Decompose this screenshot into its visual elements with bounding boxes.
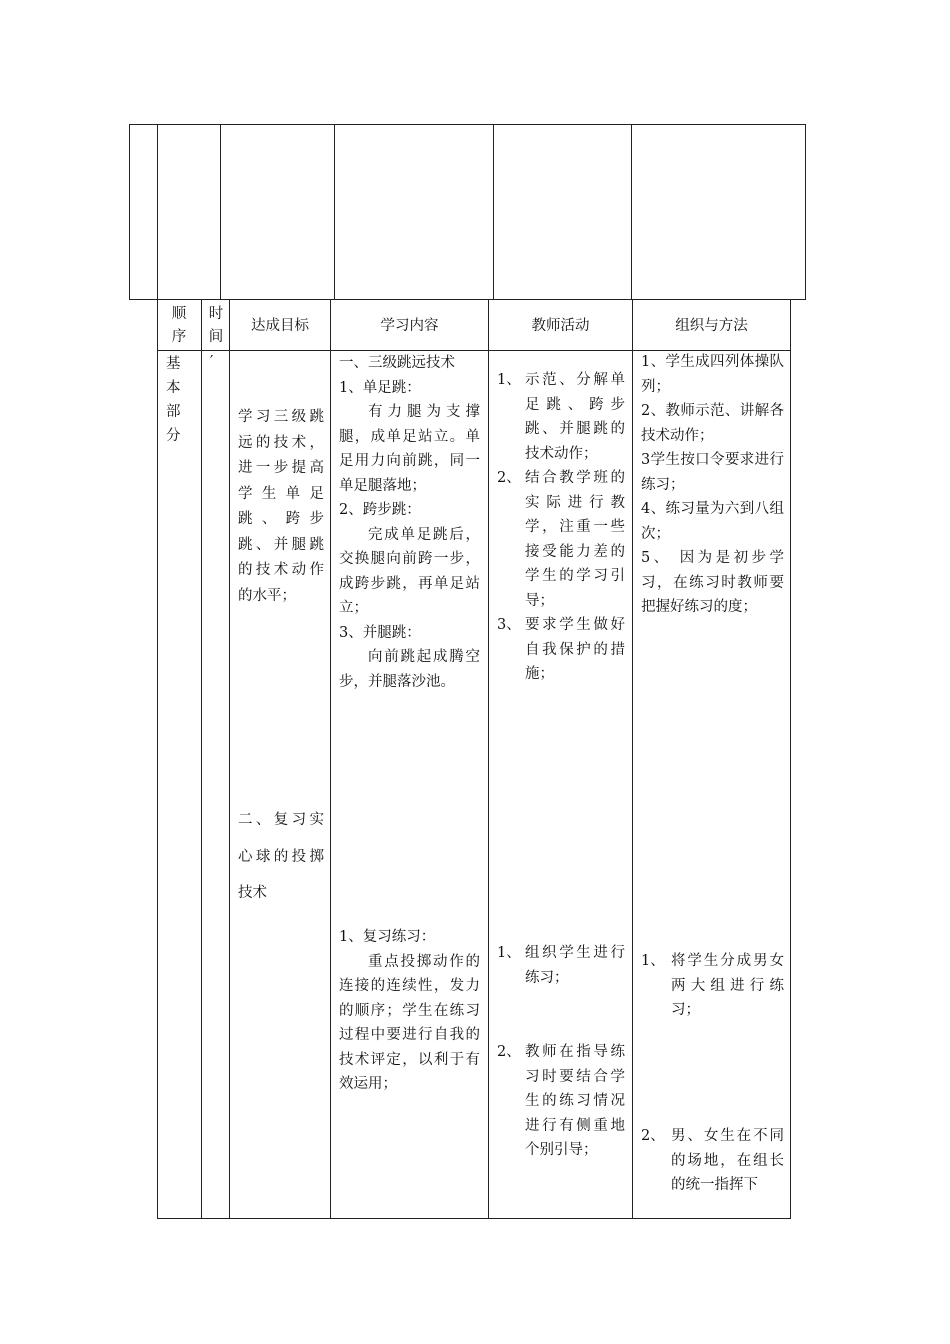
- table-bottom-border: [157, 1218, 791, 1219]
- content-sub-title: 3、并腿跳：: [339, 624, 421, 641]
- upper-col-line: [493, 124, 494, 300]
- teacher-list-1: [497, 368, 625, 687]
- table-col-line: [330, 299, 331, 1219]
- list-item: 2、 结合教学班的实际进行教学，注重一些接受能力差的学生的学习引导；: [497, 470, 625, 609]
- header-content: 学习内容: [380, 318, 439, 334]
- upper-col-line: [334, 124, 335, 300]
- table-col-line: [201, 299, 202, 1219]
- content-title: 一、三级跳远技术: [339, 355, 455, 371]
- time-mark: ′: [210, 354, 214, 370]
- order-label: 基本部分: [166, 356, 181, 444]
- content-sub-title: 2、跨步跳：: [339, 502, 421, 518]
- list-item: 2、教师示范、讲解各技术动作；: [641, 403, 784, 444]
- content-sub-text: 向前跳起成腾空步，并腿落沙池。: [339, 649, 480, 690]
- header-order: 顺序: [171, 306, 187, 345]
- list-item: 1、 示范、分解单足跳、跨步跳、并腿跳的技术动作；: [497, 372, 625, 462]
- list-item: 4、练习量为六到八组次；: [641, 501, 784, 542]
- content-review-text: 重点投掷动作的连接的连续性，发力的顺序；学生在练习过程中要进行自我的技术评定，以利于有效运用；: [339, 953, 480, 1092]
- method-item-b1: [641, 949, 784, 1023]
- list-item: 3学生按口令要求进行练习；: [641, 452, 784, 493]
- teacher-item-b1: [497, 941, 625, 990]
- content-review-title: 1、复习练习：: [339, 929, 436, 945]
- table-col-line: [632, 299, 633, 1219]
- header-method: 组织与方法: [675, 318, 748, 334]
- list-item: 1、学生成四列体操队列；: [641, 354, 784, 395]
- list-item: 1、 将学生分成男女两大组进行练习；: [641, 953, 784, 1018]
- content-sub-text: 有力腿为支撑腿，成单足站立。单足用力向前跳，同一单足腿落地；: [339, 404, 480, 494]
- upper-col-line: [157, 124, 158, 300]
- content-technique: [339, 351, 480, 694]
- upper-col-line: [220, 124, 221, 300]
- list-item: 1、 组织学生进行练习；: [497, 945, 625, 986]
- content-sub-text: 完成单足跳后，交换腿向前跨一步，成跨步跳，再单足站立；: [339, 526, 480, 616]
- header-goal: 达成目标: [251, 318, 309, 334]
- content-sub-title: 1、单足跳：: [339, 379, 421, 396]
- list-item: 5、 因为是初步学习，在练习时教师要把握好练习的度；: [641, 550, 784, 615]
- upper-top-border: [129, 124, 806, 125]
- header-teacher: 教师活动: [531, 318, 590, 334]
- list-item: 2、 教师在指导练习时要结合学生的练习情况进行有侧重地个别引导；: [497, 1044, 625, 1158]
- content-review: [339, 925, 480, 1097]
- goal-part2: 二、复习实心球的投掷技术: [238, 812, 324, 901]
- upper-col-line: [805, 124, 806, 300]
- upper-col-line: [631, 124, 632, 300]
- method-item-b2: [641, 1124, 784, 1198]
- table-col-line: [229, 299, 230, 1219]
- table-col-line: [488, 299, 489, 1219]
- upper-bottom-border: [129, 299, 806, 300]
- table-col-line: [790, 299, 791, 1219]
- upper-col-line: [129, 124, 130, 300]
- list-item: 2、 男、女生在不同的场地，在组长的统一指挥下: [641, 1128, 784, 1193]
- goal-part1: 学习三级跳远的技术，进一步提高学生单足跳、跨步跳、并腿跳的技术动作的水平；: [238, 409, 324, 604]
- header-time: 时间: [208, 306, 224, 345]
- list-item: 3、 要求学生做好自我保护的措施；: [497, 617, 625, 682]
- table-col-line: [157, 299, 158, 1219]
- teacher-item-b2: [497, 1040, 625, 1163]
- method-list-1: [641, 350, 784, 620]
